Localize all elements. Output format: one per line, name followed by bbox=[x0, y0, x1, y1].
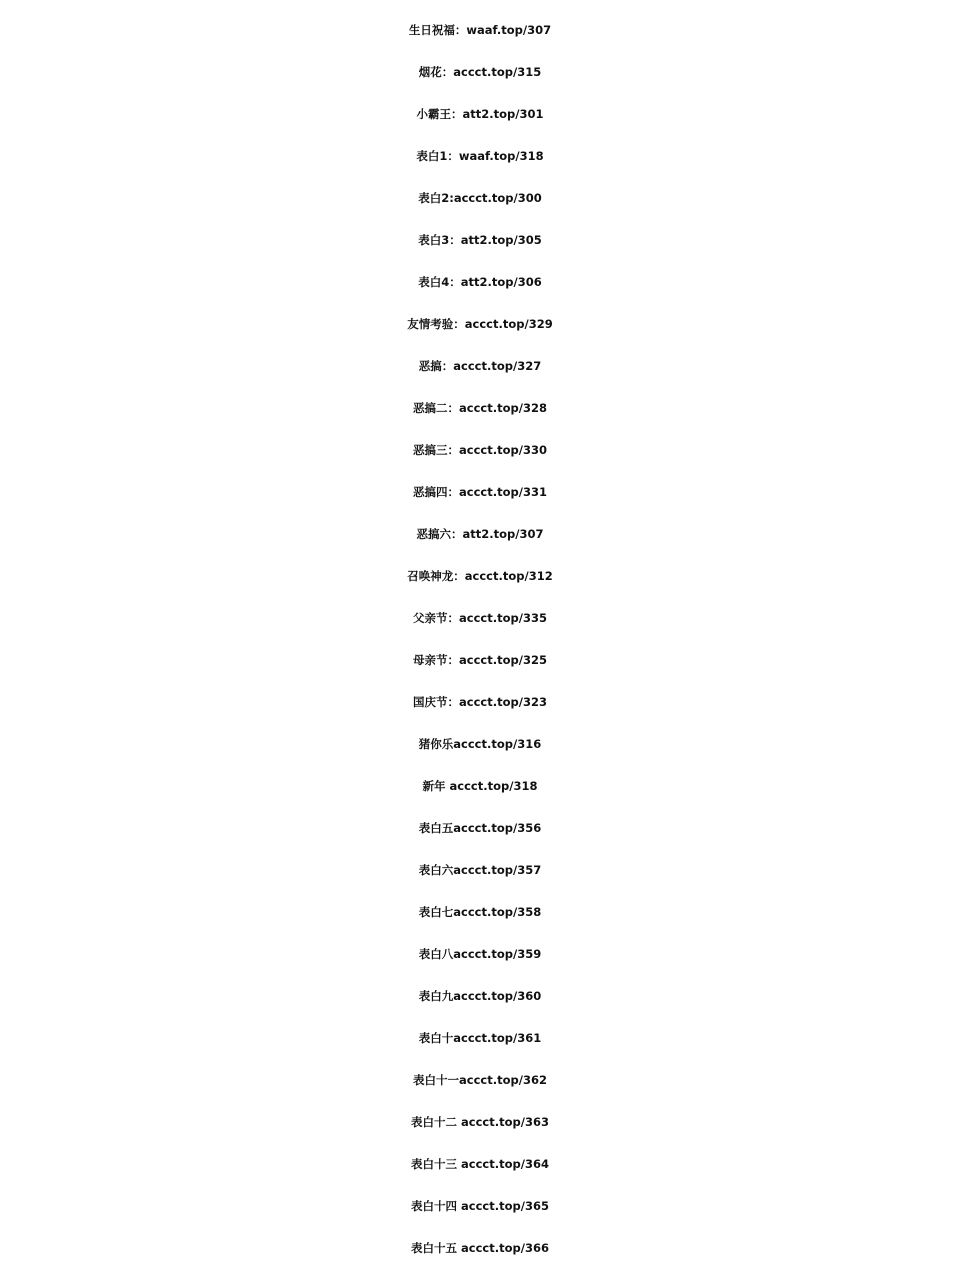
list-item: 表白九accct.top/360 bbox=[418, 989, 542, 1003]
list-item: 国庆节：accct.top/323 bbox=[413, 695, 547, 709]
list-item: 生日祝福：waaf.top/307 bbox=[408, 23, 552, 37]
list-item: 表白十四 accct.top/365 bbox=[411, 1199, 549, 1213]
list-item: 表白十五 accct.top/366 bbox=[411, 1241, 549, 1255]
list-item: 表白3：att2.top/305 bbox=[418, 233, 542, 247]
list-item: 恶搞二：accct.top/328 bbox=[413, 401, 547, 415]
list-item: 表白七accct.top/358 bbox=[418, 905, 542, 919]
list-item: 恶搞：accct.top/327 bbox=[418, 359, 542, 373]
list-item: 烟花：accct.top/315 bbox=[418, 65, 542, 79]
list-item: 表白十二 accct.top/363 bbox=[411, 1115, 549, 1129]
list-item: 表白1：waaf.top/318 bbox=[416, 149, 544, 163]
list-item: 召唤神龙：accct.top/312 bbox=[407, 569, 553, 583]
list-item: 表白十三 accct.top/364 bbox=[411, 1157, 549, 1171]
list-item: 恶搞六：att2.top/307 bbox=[416, 527, 544, 541]
list-item: 表白2:accct.top/300 bbox=[418, 191, 542, 205]
list-item: 表白4：att2.top/306 bbox=[418, 275, 542, 289]
list-item: 恶搞三：accct.top/330 bbox=[413, 443, 547, 457]
list-item: 表白六accct.top/357 bbox=[418, 863, 542, 877]
list-item: 母亲节：accct.top/325 bbox=[413, 653, 547, 667]
list-item: 父亲节：accct.top/335 bbox=[413, 611, 547, 625]
list-item: 猪你乐accct.top/316 bbox=[418, 737, 542, 751]
list-item: 表白十一accct.top/362 bbox=[413, 1073, 547, 1087]
list-item: 新年 accct.top/318 bbox=[422, 779, 538, 793]
list-item: 表白十accct.top/361 bbox=[418, 1031, 542, 1045]
list-item: 小霸王：att2.top/301 bbox=[416, 107, 544, 121]
list-item: 表白八accct.top/359 bbox=[418, 947, 542, 961]
list-item: 表白五accct.top/356 bbox=[418, 821, 542, 835]
list-item: 友情考验：accct.top/329 bbox=[407, 317, 553, 331]
list-item: 恶搞四：accct.top/331 bbox=[413, 485, 547, 499]
link-list bbox=[0, 9, 960, 1269]
